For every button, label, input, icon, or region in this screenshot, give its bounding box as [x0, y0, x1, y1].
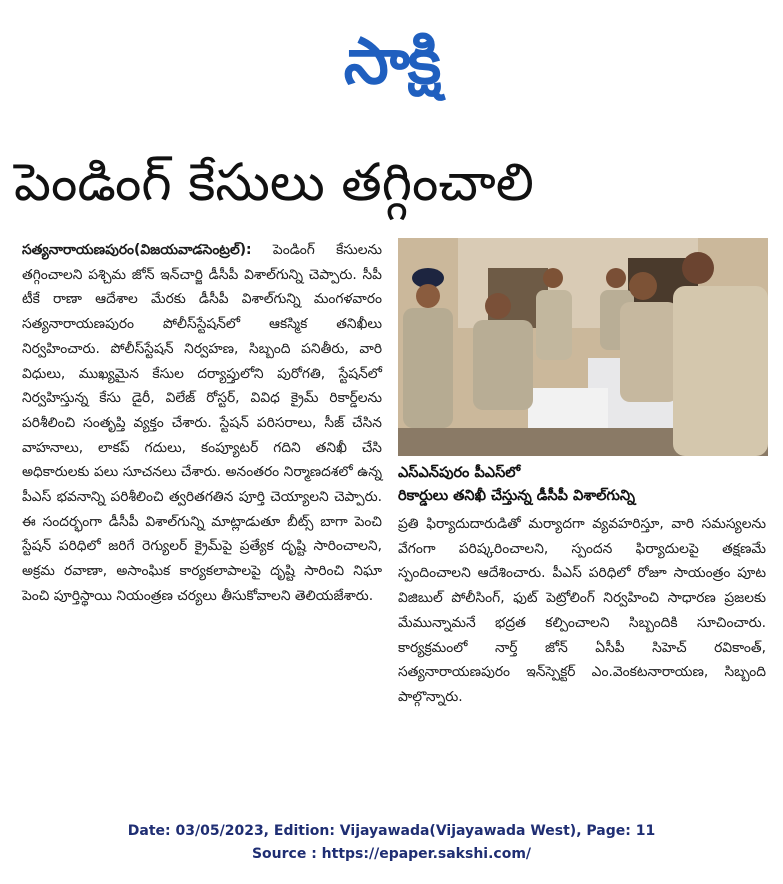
article-body-right: ప్రతి ఫిర్యాదుదారుడితో మర్యాదగా వ్యవహరిస్తూ, వారి సమస్యలను వేగంగా పరిష్కరించాలని, స్పందన ఫిర్యాదులపై తక్షణమే స్పందించాలని ఆదేశించారు. పీఎస్ పరిధిలో రోజూ సాయంత్రం పూట విజిబుల్ పోలీసింగ్, ఫుట్ పెట్రోలింగ్ నిర్వహించి సాధారణ ప్రజలకు మేమున్నామనే భద్రత కల్పించాలని సిబ్బందికి సూచించారు. కార్యక్రమంలో నార్త్ జోన్ ఏసీపీ సిహెచ్ రవికాంత్, సత్యనారాయణపురం ఇన్‌స్పెక్టర్ ఎం.వెంకటనారాయణ, సిబ్బంది పాల్గొన్నారు. — [398, 516, 766, 705]
article-body-left-text: పెండింగ్ కేసులను తగ్గించాలని పశ్చిమ జోన్ ఇన్‌చార్జి డీసీపీ విశాల్‌గున్ని చెప్పారు. సీపీ టీకే రాణా ఆదేశాల మేరకు డీసీపీ విశాల్‌గున్ని మంగళవారం సత్యనారాయణపురం పోలీస్‌స్టేషన్‌లో ఆకస్మిక తనిఖీలు నిర్వహించారు. పోలీస్‌స్టేషన్ నిర్వహణ, సిబ్బంది పనితీరు, వారి విధులు, ముఖ్యమైన కేసుల దర్యాప్తులోని పురోగతి, స్టేషన్‌లో నిర్వహిస్తున్న కేసు డైరీ, విలేజ్ రోస్టర్, వివిధ క్రైమ్ రికార్డ్‌లను పరిశీలించి సంతృప్తి వ్యక్తం చేశారు. స్టేషన్ పరిసరాలు, సీజ్ చేసిన వాహనాలు, లాకప్ గదులు, కంప్యూటర్ గదిని తనిఖీ చేసి అధికారులకు పలు సూచనలు చేశారు. అనంతరం నిర్మాణదశలో ఉన్న పీఎస్ భవనాన్ని పరిశీలించి త్వరితగతిన పూర్తి చెయ్యాలని చెప్పారు. ఈ సందర్భంగా డీసీపీ విశాల్‌గున్ని మాట్లాడుతూ బీట్స్ బాగా పెంచి స్టేషన్ పరిధిలో జరిగే రెగ్యులర్ క్రైమ్‌పై ప్రత్యేక దృష్టి సారించాలని, అక్రమ రవాణా, అసాంఘిక కార్యకలాపాలపై దృష్టి సారించి నిఘా పెంచి పూర్తిస్థాయి నియంత్రణ చర్యలు తీసుకోవాలని తెలియజేశారు. — [22, 242, 383, 604]
footer-edition-line: Date: 03/05/2023, Edition: Vijayawada(Vijayawada West), Page: 11 — [127, 823, 656, 839]
photo-caption-line1: ఎస్‌ఎన్‌పురం పీఎస్‌లో — [398, 465, 521, 481]
masthead-logo: సాక్షి — [343, 25, 440, 99]
footer — [0, 820, 783, 866]
photo-caption-line2: రికార్డులు తనిఖీ చేస్తున్న డీసీపీ విశాల్‌గున్ని — [398, 488, 635, 504]
footer-source-line: Source : https://epaper.sakshi.com/ — [251, 846, 532, 862]
article-dateline: సత్యనారాయణపురం(విజయవాడసెంట్రల్): — [22, 242, 252, 258]
article-photo — [398, 238, 768, 456]
photo-caption — [398, 462, 768, 508]
article-headline: పెండింగ్ కేసులు తగ్గించాలి — [14, 153, 534, 213]
article-body-left — [22, 238, 382, 609]
